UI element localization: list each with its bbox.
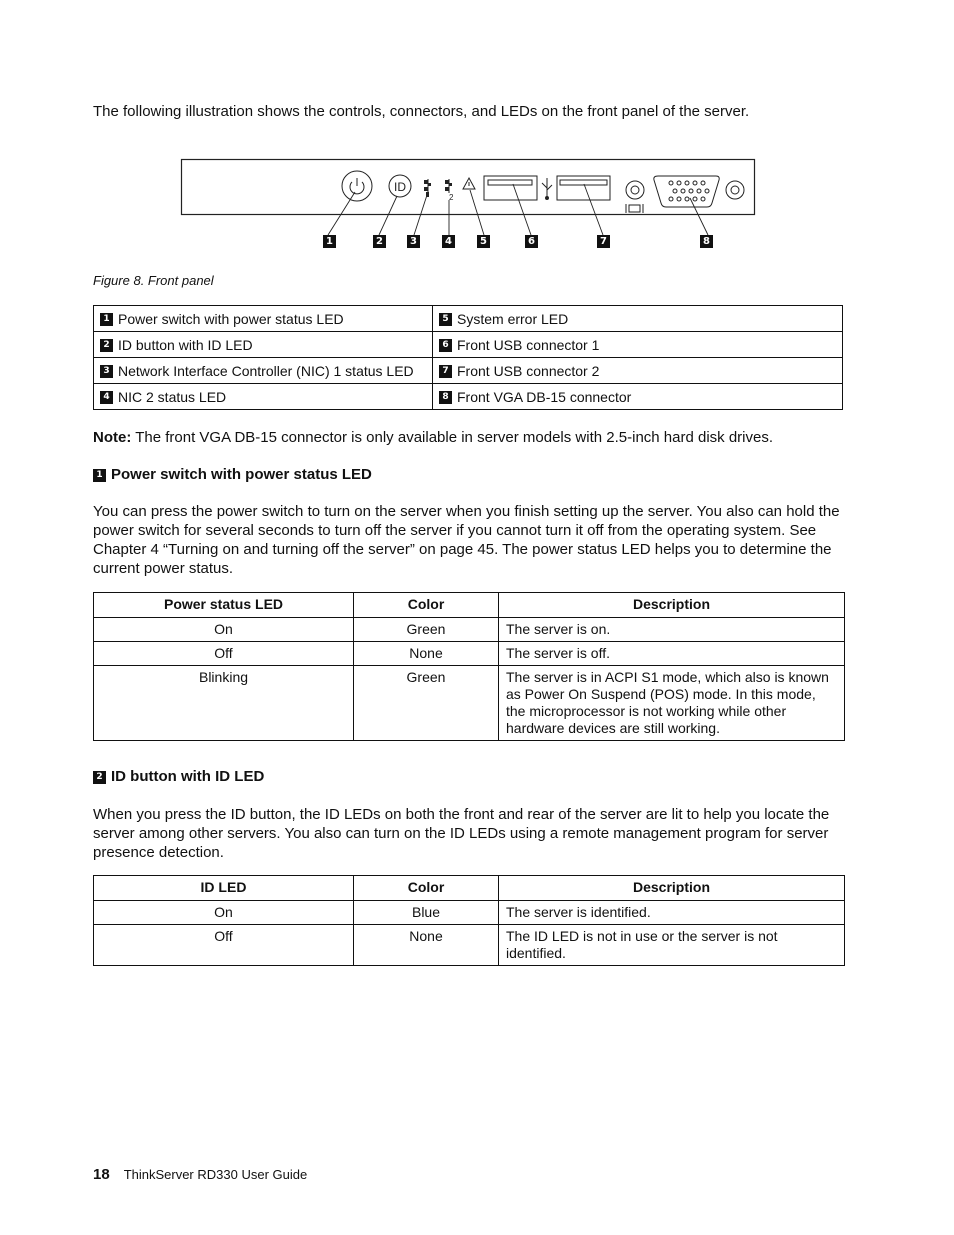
legend-row — [94, 384, 843, 410]
figure-callout-8: 8 — [700, 235, 713, 248]
column-header: Power status LED — [94, 593, 354, 618]
page-number: 18 — [93, 1166, 110, 1183]
section-title: ID button with ID LED — [111, 768, 265, 785]
description-cell: The ID LED is not in use or the server is not identified. — [499, 925, 845, 966]
color-cell: Green — [354, 666, 499, 741]
legend-callout: 6 — [439, 339, 452, 352]
legend-label: Front VGA DB-15 connector — [457, 388, 632, 405]
legend-label: NIC 2 status LED — [118, 388, 227, 405]
note-text: The front VGA DB-15 connector is only available in server models with 2.5-inch hard disk drives. — [131, 429, 774, 446]
system-error-led-icon — [463, 178, 475, 189]
column-header: Color — [354, 876, 499, 901]
description-cell: The server is on. — [499, 618, 845, 642]
table-row — [94, 925, 845, 966]
legend-cell — [94, 306, 433, 332]
legend-callout: 4 — [100, 391, 113, 404]
state-cell: On — [94, 901, 354, 925]
section-callout: 1 — [93, 469, 106, 482]
section-body-id: When you press the ID button, the ID LEDs on both the front and rear of the server are lit to help you locate the server among other servers. You also can turn on the ID LEDs using a remote management program for server presence detection. — [93, 806, 830, 861]
state-cell: Blinking — [94, 666, 354, 741]
legend-callout: 3 — [100, 365, 113, 378]
table-row — [94, 666, 845, 741]
monitor-symbol-icon — [626, 204, 643, 213]
figure-callout-7: 7 — [597, 235, 610, 248]
legend-cell — [433, 332, 843, 358]
figure-caption: Figure 8. Front panel — [93, 273, 214, 288]
page-footer — [93, 1166, 307, 1183]
section-title: Power switch with power status LED — [111, 466, 372, 483]
section-body-power: You can press the power switch to turn on the server when you finish setting up the server. You also can hold the power switch for several seconds to turn off the server if you cannot turn it off from the operating system. See Chapter 4 “Turning on and turning off the server” on page 45. The power status LED helps you to determine the current power status. — [93, 503, 840, 577]
column-header: Color — [354, 593, 499, 618]
section-callout: 2 — [93, 771, 106, 784]
state-cell: Off — [94, 925, 354, 966]
figure-callout-6: 6 — [525, 235, 538, 248]
legend-row — [94, 306, 843, 332]
legend-label: Network Interface Controller (NIC) 1 status LED — [118, 362, 414, 379]
color-cell: Blue — [354, 901, 499, 925]
legend-callout: 2 — [100, 339, 113, 352]
table-row — [94, 642, 845, 666]
table-row — [94, 618, 845, 642]
footer-title: ThinkServer RD330 User Guide — [123, 1167, 308, 1182]
color-cell: Green — [354, 618, 499, 642]
legend-cell — [433, 384, 843, 410]
front-panel-figure — [180, 158, 760, 258]
screw-icon — [626, 181, 644, 199]
legend-row — [94, 358, 843, 384]
description-cell: The server is in ACPI S1 mode, which also is known as Power On Suspend (POS) mode. In this mode, the microprocessor is not working while other hardware devices are still working. — [499, 666, 845, 741]
legend-cell — [94, 384, 433, 410]
legend-label: Front USB connector 2 — [457, 362, 600, 379]
power-button-icon — [342, 171, 372, 201]
legend-cell — [433, 358, 843, 384]
legend-cell — [94, 358, 433, 384]
id-led-table — [93, 875, 845, 966]
column-header: ID LED — [94, 876, 354, 901]
nic2-led-icon — [445, 179, 454, 202]
color-cell: None — [354, 925, 499, 966]
legend-callout: 5 — [439, 313, 452, 326]
nic2-label: 2 — [449, 193, 454, 202]
intro-paragraph: The following illustration shows the controls, connectors, and LEDs on the front panel of the server. — [93, 103, 750, 120]
column-header: Description — [499, 593, 845, 618]
legend-label: Power switch with power status LED — [118, 310, 344, 327]
figure-callout-2: 2 — [373, 235, 386, 248]
state-cell: On — [94, 618, 354, 642]
legend-callout: 8 — [439, 391, 452, 404]
legend-callout: 7 — [439, 365, 452, 378]
color-cell: None — [354, 642, 499, 666]
note-paragraph — [93, 428, 853, 447]
legend-label: ID button with ID LED — [118, 336, 253, 353]
section-heading-power — [93, 466, 372, 483]
nic1-led-icon — [424, 179, 431, 197]
legend-label: System error LED — [457, 310, 569, 327]
legend-cell — [94, 332, 433, 358]
vga-connector-icon — [654, 176, 719, 207]
front-panel-illustration — [180, 158, 760, 258]
figure-callout-4: 4 — [442, 235, 455, 248]
legend-cell — [433, 306, 843, 332]
description-cell: The server is off. — [499, 642, 845, 666]
usb-connector-2-icon — [557, 176, 610, 200]
id-button-label: ID — [394, 180, 406, 194]
description-cell: The server is identified. — [499, 901, 845, 925]
column-header: Description — [499, 876, 845, 901]
legend-table — [93, 305, 843, 410]
screw-icon — [726, 181, 744, 199]
table-row — [94, 901, 845, 925]
legend-row — [94, 332, 843, 358]
section-heading-id — [93, 768, 264, 785]
legend-callout: 1 — [100, 313, 113, 326]
id-button-icon — [389, 175, 411, 197]
note-label: Note: — [93, 429, 132, 446]
usb-connector-1-icon — [484, 176, 537, 200]
callout-leader-lines — [328, 184, 708, 235]
power-led-table — [93, 592, 845, 741]
legend-label: Front USB connector 1 — [457, 336, 600, 353]
figure-callout-5: 5 — [477, 235, 490, 248]
figure-callout-1: 1 — [323, 235, 336, 248]
state-cell: Off — [94, 642, 354, 666]
figure-callout-3: 3 — [407, 235, 420, 248]
usb-symbol-icon — [542, 178, 552, 200]
